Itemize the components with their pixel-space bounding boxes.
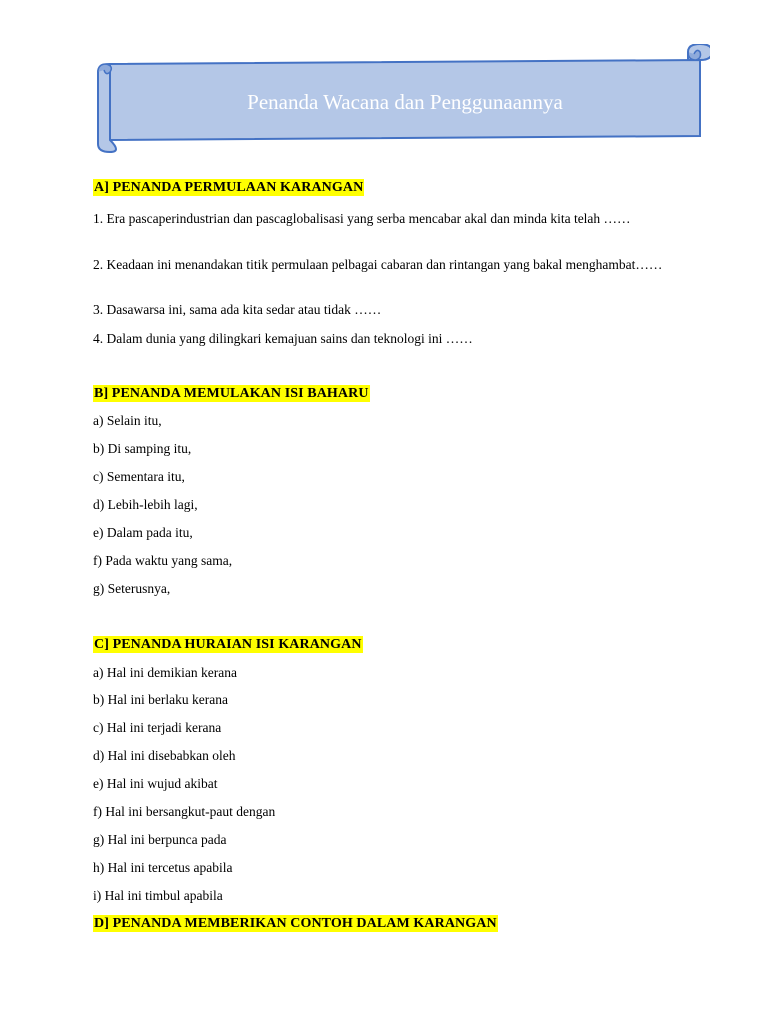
list-item: e) Hal ini wujud akibat	[93, 776, 218, 791]
list-item: d) Hal ini disebabkan oleh	[93, 748, 236, 763]
list-item: a) Selain itu,	[93, 413, 162, 428]
list-item: d) Lebih-lebih lagi,	[93, 497, 198, 512]
section-c-heading: C] PENANDA HURAIAN ISI KARANGAN	[94, 637, 362, 652]
section-d	[93, 914, 693, 932]
list-item: a) Hal ini demikian kerana	[93, 665, 237, 680]
list-item: e) Dalam pada itu,	[93, 525, 193, 540]
section-d-heading: D] PENANDA MEMBERIKAN CONTOH DALAM KARANGAN	[94, 916, 497, 931]
list-item: 2. Keadaan ini menandakan titik permulaan pelbagai cabaran dan rintangan yang bakal menghambat……	[93, 257, 663, 272]
list-item: g) Seterusnya,	[93, 581, 171, 596]
list-item: b) Di samping itu,	[93, 441, 192, 456]
list-item: 3. Dasawarsa ini, sama ada kita sedar atau tidak ……	[93, 302, 382, 317]
list-item: 1. Era pascaperindustrian dan pascaglobalisasi yang serba mencabar akal dan minda kita telah ……	[93, 211, 631, 226]
section-c	[93, 635, 693, 903]
list-item: c) Hal ini terjadi kerana	[93, 720, 222, 735]
list-item: b) Hal ini berlaku kerana	[93, 692, 228, 707]
section-b-heading: B] PENANDA MEMULAKAN ISI BAHARU	[94, 386, 369, 401]
list-item: h) Hal ini tercetus apabila	[93, 860, 233, 875]
list-item: g) Hal ini berpunca pada	[93, 832, 227, 847]
banner-title: Penanda Wacana dan Penggunaannya	[247, 90, 563, 114]
list-item: f) Hal ini bersangkut-paut dengan	[93, 804, 276, 819]
section-b	[93, 384, 693, 596]
list-item: f) Pada waktu yang sama,	[93, 553, 233, 568]
section-a	[93, 178, 693, 346]
list-item: 4. Dalam dunia yang dilingkari kemajuan sains dan teknologi ini ……	[93, 331, 473, 346]
section-a-heading: A] PENANDA PERMULAAN KARANGAN	[94, 180, 364, 195]
list-item: c) Sementara itu,	[93, 469, 185, 484]
list-item: i) Hal ini timbul apabila	[93, 888, 223, 903]
